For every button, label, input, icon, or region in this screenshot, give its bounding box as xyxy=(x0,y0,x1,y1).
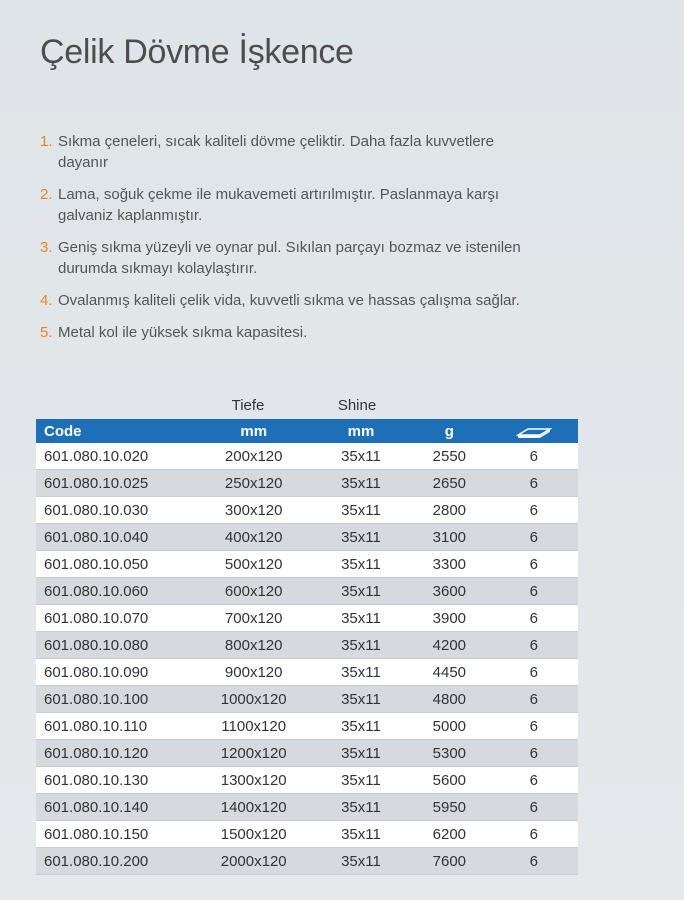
cell-pack: 6 xyxy=(490,659,578,686)
feature-text: Lama, soğuk çekme ile mukavemeti artırılmıştır. Paslanmaya karşı galvaniz kaplanmıştır. xyxy=(58,186,499,224)
cell-pack: 6 xyxy=(490,713,578,740)
header-code: Code xyxy=(36,419,195,443)
table-super-header xyxy=(36,397,578,417)
cell-code: 601.080.10.080 xyxy=(36,632,195,659)
cell-shine: 35x11 xyxy=(313,470,409,497)
tiefe-super-label: Tiefe xyxy=(231,397,265,414)
table-row xyxy=(36,443,578,470)
cell-shine: 35x11 xyxy=(313,740,409,767)
cell-shine: 35x11 xyxy=(313,794,409,821)
cell-shine: 35x11 xyxy=(313,497,409,524)
cell-pack: 6 xyxy=(490,767,578,794)
feature-number: 4. xyxy=(40,292,53,309)
cell-shine: 35x11 xyxy=(313,686,409,713)
cell-shine: 35x11 xyxy=(313,848,409,875)
table-row xyxy=(36,713,578,740)
cell-code: 601.080.10.130 xyxy=(36,767,195,794)
cell-code: 601.080.10.025 xyxy=(36,470,195,497)
cell-tiefe: 2000x120 xyxy=(195,848,313,875)
cell-weight: 2650 xyxy=(409,470,490,497)
cell-shine: 35x11 xyxy=(313,821,409,848)
shine-super-label: Shine xyxy=(337,397,377,414)
cell-code: 601.080.10.030 xyxy=(36,497,195,524)
cell-weight: 3100 xyxy=(409,524,490,551)
cell-weight: 5600 xyxy=(409,767,490,794)
feature-item xyxy=(40,290,540,311)
spec-table xyxy=(36,419,578,875)
cell-pack: 6 xyxy=(490,740,578,767)
cell-tiefe: 200x120 xyxy=(195,443,313,470)
cell-code: 601.080.10.150 xyxy=(36,821,195,848)
cell-shine: 35x11 xyxy=(313,524,409,551)
feature-item xyxy=(40,322,540,343)
feature-text: Geniş sıkma yüzeyli ve oynar pul. Sıkılan parçayı bozmaz ve istenilen durumda sıkmayı kolaylaştırır. xyxy=(58,239,521,277)
cell-weight: 3600 xyxy=(409,578,490,605)
table-row xyxy=(36,578,578,605)
header-weight-unit: g xyxy=(409,419,490,443)
cell-tiefe: 500x120 xyxy=(195,551,313,578)
cell-shine: 35x11 xyxy=(313,632,409,659)
header-pack xyxy=(490,419,578,443)
cell-shine: 35x11 xyxy=(313,551,409,578)
table-row xyxy=(36,686,578,713)
cell-code: 601.080.10.200 xyxy=(36,848,195,875)
cell-tiefe: 900x120 xyxy=(195,659,313,686)
cell-shine: 35x11 xyxy=(313,605,409,632)
cell-pack: 6 xyxy=(490,578,578,605)
feature-text: Sıkma çeneleri, sıcak kaliteli dövme çeliktir. Daha fazla kuvvetlere dayanır xyxy=(58,133,495,171)
cell-shine: 35x11 xyxy=(313,767,409,794)
table-header-row xyxy=(36,419,578,443)
cell-tiefe: 1200x120 xyxy=(195,740,313,767)
table-row xyxy=(36,470,578,497)
cell-code: 601.080.10.120 xyxy=(36,740,195,767)
cell-weight: 4200 xyxy=(409,632,490,659)
cell-pack: 6 xyxy=(490,794,578,821)
cell-pack: 6 xyxy=(490,551,578,578)
cell-pack: 6 xyxy=(490,524,578,551)
cell-tiefe: 700x120 xyxy=(195,605,313,632)
cell-code: 601.080.10.050 xyxy=(36,551,195,578)
table-row xyxy=(36,659,578,686)
cell-code: 601.080.10.040 xyxy=(36,524,195,551)
cell-pack: 6 xyxy=(490,686,578,713)
feature-number: 3. xyxy=(40,239,53,256)
cell-pack: 6 xyxy=(490,497,578,524)
cell-code: 601.080.10.060 xyxy=(36,578,195,605)
cell-weight: 7600 xyxy=(409,848,490,875)
cell-tiefe: 400x120 xyxy=(195,524,313,551)
cell-code: 601.080.10.100 xyxy=(36,686,195,713)
cell-shine: 35x11 xyxy=(313,659,409,686)
table-row xyxy=(36,740,578,767)
table-row xyxy=(36,605,578,632)
cell-code: 601.080.10.110 xyxy=(36,713,195,740)
feature-number: 2. xyxy=(40,186,53,203)
cell-pack: 6 xyxy=(490,470,578,497)
cell-pack: 6 xyxy=(490,848,578,875)
cell-code: 601.080.10.090 xyxy=(36,659,195,686)
cell-tiefe: 300x120 xyxy=(195,497,313,524)
cell-pack: 6 xyxy=(490,821,578,848)
cell-weight: 6200 xyxy=(409,821,490,848)
table-row xyxy=(36,632,578,659)
feature-item xyxy=(40,131,540,173)
table-row xyxy=(36,524,578,551)
cell-pack: 6 xyxy=(490,605,578,632)
table-row xyxy=(36,821,578,848)
table-row xyxy=(36,848,578,875)
cell-tiefe: 250x120 xyxy=(195,470,313,497)
feature-text: Metal kol ile yüksek sıkma kapasitesi. xyxy=(58,324,308,341)
cell-weight: 2800 xyxy=(409,497,490,524)
cell-tiefe: 1400x120 xyxy=(195,794,313,821)
cell-tiefe: 1500x120 xyxy=(195,821,313,848)
cell-code: 601.080.10.020 xyxy=(36,443,195,470)
cell-tiefe: 800x120 xyxy=(195,632,313,659)
header-tiefe-unit: mm xyxy=(195,419,313,443)
feature-item xyxy=(40,237,540,279)
cell-weight: 4450 xyxy=(409,659,490,686)
feature-list xyxy=(40,131,540,354)
cell-weight: 3300 xyxy=(409,551,490,578)
cell-shine: 35x11 xyxy=(313,713,409,740)
table-row xyxy=(36,497,578,524)
page-title: Çelik Dövme İşkence xyxy=(40,33,354,71)
cell-weight: 5000 xyxy=(409,713,490,740)
cell-tiefe: 1100x120 xyxy=(195,713,313,740)
cell-pack: 6 xyxy=(490,632,578,659)
table-row xyxy=(36,767,578,794)
cell-shine: 35x11 xyxy=(313,443,409,470)
cell-tiefe: 1300x120 xyxy=(195,767,313,794)
cell-weight: 3900 xyxy=(409,605,490,632)
table-row xyxy=(36,551,578,578)
feature-text: Ovalanmış kaliteli çelik vida, kuvvetli sıkma ve hassas çalışma sağlar. xyxy=(58,292,520,309)
feature-item xyxy=(40,184,540,226)
cell-shine: 35x11 xyxy=(313,578,409,605)
table-body xyxy=(36,443,578,875)
cell-tiefe: 600x120 xyxy=(195,578,313,605)
cell-weight: 2550 xyxy=(409,443,490,470)
table-row xyxy=(36,794,578,821)
cell-weight: 4800 xyxy=(409,686,490,713)
cell-weight: 5300 xyxy=(409,740,490,767)
cell-code: 601.080.10.070 xyxy=(36,605,195,632)
feature-number: 5. xyxy=(40,324,53,341)
cell-tiefe: 1000x120 xyxy=(195,686,313,713)
cell-weight: 5950 xyxy=(409,794,490,821)
feature-number: 1. xyxy=(40,133,53,150)
cell-pack: 6 xyxy=(490,443,578,470)
box-pack-icon xyxy=(516,425,552,439)
cell-code: 601.080.10.140 xyxy=(36,794,195,821)
header-shine-unit: mm xyxy=(313,419,409,443)
